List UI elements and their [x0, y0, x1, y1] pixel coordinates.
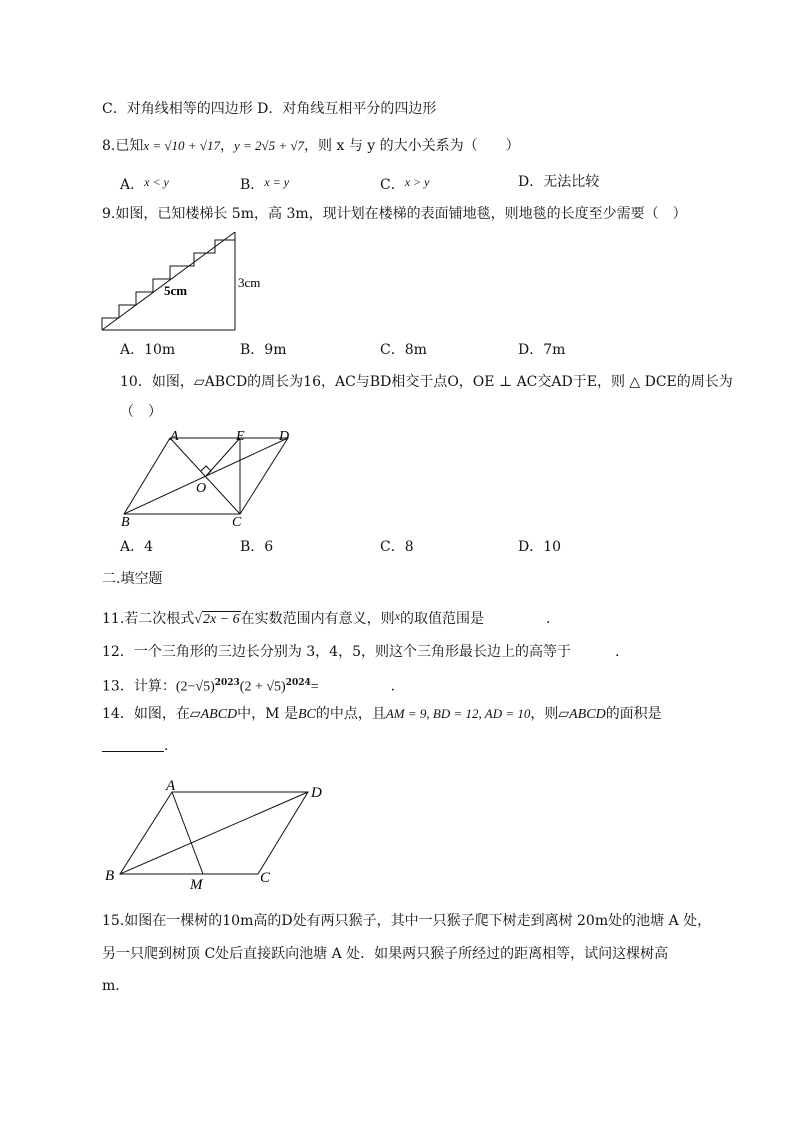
q14-segment-am — [172, 792, 203, 874]
q10-stem: 10．如图，▱ABCD的周长为16，AC与BD相交于点O，OE ⊥ AC交AD于E，则 △ DCE的周长为 — [120, 374, 733, 390]
q14-answer-line: . — [102, 737, 168, 755]
q14-parallelogram-figure — [100, 772, 340, 894]
q8-y-expression: y = 2√5 + √7 — [233, 138, 305, 153]
q13-stem: 13．计算：$(2-√5)^{2023}(2 + √5)^{2024}=$ . — [102, 678, 396, 695]
q8-x-expression: x = √10 + √17 — [143, 138, 220, 153]
q10-option-c[interactable]: C．8 — [380, 539, 414, 555]
q14-label-c: C — [260, 870, 271, 886]
q15-line-3: m． — [102, 978, 130, 994]
q14-label-m: M — [190, 877, 203, 893]
q12-stem: 12．一个三角形的三边长分别为 3，4，5，则这个三角形最长边上的高等于 . — [102, 644, 620, 660]
q8-option-a-math: x < y — [144, 175, 169, 189]
q9-hypotenuse-label: 5cm — [164, 283, 188, 298]
q9-height-label: 3cm — [238, 275, 261, 290]
q9-hypotenuse — [102, 232, 235, 330]
q11-stem: 11.若二次根式√2x − 6在实数范围内有意义，则x的取值范围是 . — [102, 609, 551, 627]
q10-segment-oe — [206, 438, 240, 476]
section-fill-blank-heading: 二.填空题 — [102, 571, 163, 587]
q10-label-a: A — [170, 429, 179, 444]
q14-label-a: A — [166, 778, 176, 794]
q10-label-c: C — [232, 515, 242, 530]
q13-exponent-2: 2024 — [285, 678, 311, 688]
q14-diagonal-bd — [120, 792, 308, 874]
q9-option-d[interactable]: D．7m — [518, 342, 566, 358]
q9-option-c[interactable]: C．8m — [380, 342, 427, 358]
q8-stem: 8.已知x = √10 + √17，y = 2√5 + √7，则 x 与 y 的大小关系为（ ） — [102, 138, 520, 154]
q14-label-b: B — [105, 868, 115, 884]
q10-label-o: O — [196, 481, 207, 496]
q10-label-d: D — [279, 429, 290, 444]
q9-stem: 9.如图，已知楼梯长 5m，高 3m，现计划在楼梯的表面铺地毯，则地毯的长度至少需要（ ） — [102, 206, 687, 222]
q9-option-b[interactable]: B．9m — [240, 342, 287, 358]
q8-option-c[interactable]: C．x > y — [380, 175, 430, 193]
q9-option-a[interactable]: A．10m — [120, 342, 176, 358]
q13-exponent-1: 2023 — [214, 678, 240, 688]
q15-line-1: 15.如图在一棵树的10m高的D处有两只猴子，其中一只猴子爬下树走到离树 20m处的池塘 A 处， — [102, 913, 712, 929]
q8-option-d[interactable]: D．无法比较 — [518, 174, 600, 190]
q14-label-d: D — [311, 785, 322, 801]
q10-label-b: B — [121, 515, 130, 530]
q14-conditions: AM = 9, BD = 12, AD = 10 — [385, 706, 531, 721]
q10-paren: （ ） — [120, 404, 162, 420]
q7-options-cd: C．对角线相等的四边形 D．对角线互相平分的四边形 — [102, 101, 437, 117]
q10-option-b[interactable]: B．6 — [240, 539, 274, 555]
q10-parallelogram-figure — [116, 426, 312, 530]
q10-option-d[interactable]: D．10 — [518, 539, 562, 555]
q14-answer-blank[interactable] — [102, 737, 164, 752]
q8-option-c-math: x > y — [404, 175, 430, 189]
q10-option-a[interactable]: A．4 — [120, 539, 154, 555]
q10-label-e: E — [236, 429, 245, 444]
q14-stem: 14．如图，在▱ABCD中，M 是BC的中点，且AM = 9, BD = 12, AD = 10，则▱ABCD的面积是 — [102, 706, 662, 722]
q8-option-b-math: x = y — [264, 175, 290, 189]
q11-radicand: 2x − 6 — [202, 612, 240, 627]
q8-suffix: ，则 x 与 y 的大小关系为（ ） — [304, 138, 520, 154]
q13-base-2: (2 + √5) — [239, 679, 286, 695]
q8-option-a[interactable]: A．x < y — [120, 175, 169, 193]
q15-line-2: 另一只爬到树顶 C处后直接跃向池塘 A 处．如果两只猴子所经过的距离相等，试问这棵树高 — [102, 946, 669, 962]
q13-base-1: (2−√5) — [175, 679, 215, 695]
q9-staircase-figure — [98, 228, 278, 334]
q8-option-b[interactable]: B．x = y — [240, 175, 290, 193]
q8-prefix: 8.已知 — [102, 138, 144, 154]
